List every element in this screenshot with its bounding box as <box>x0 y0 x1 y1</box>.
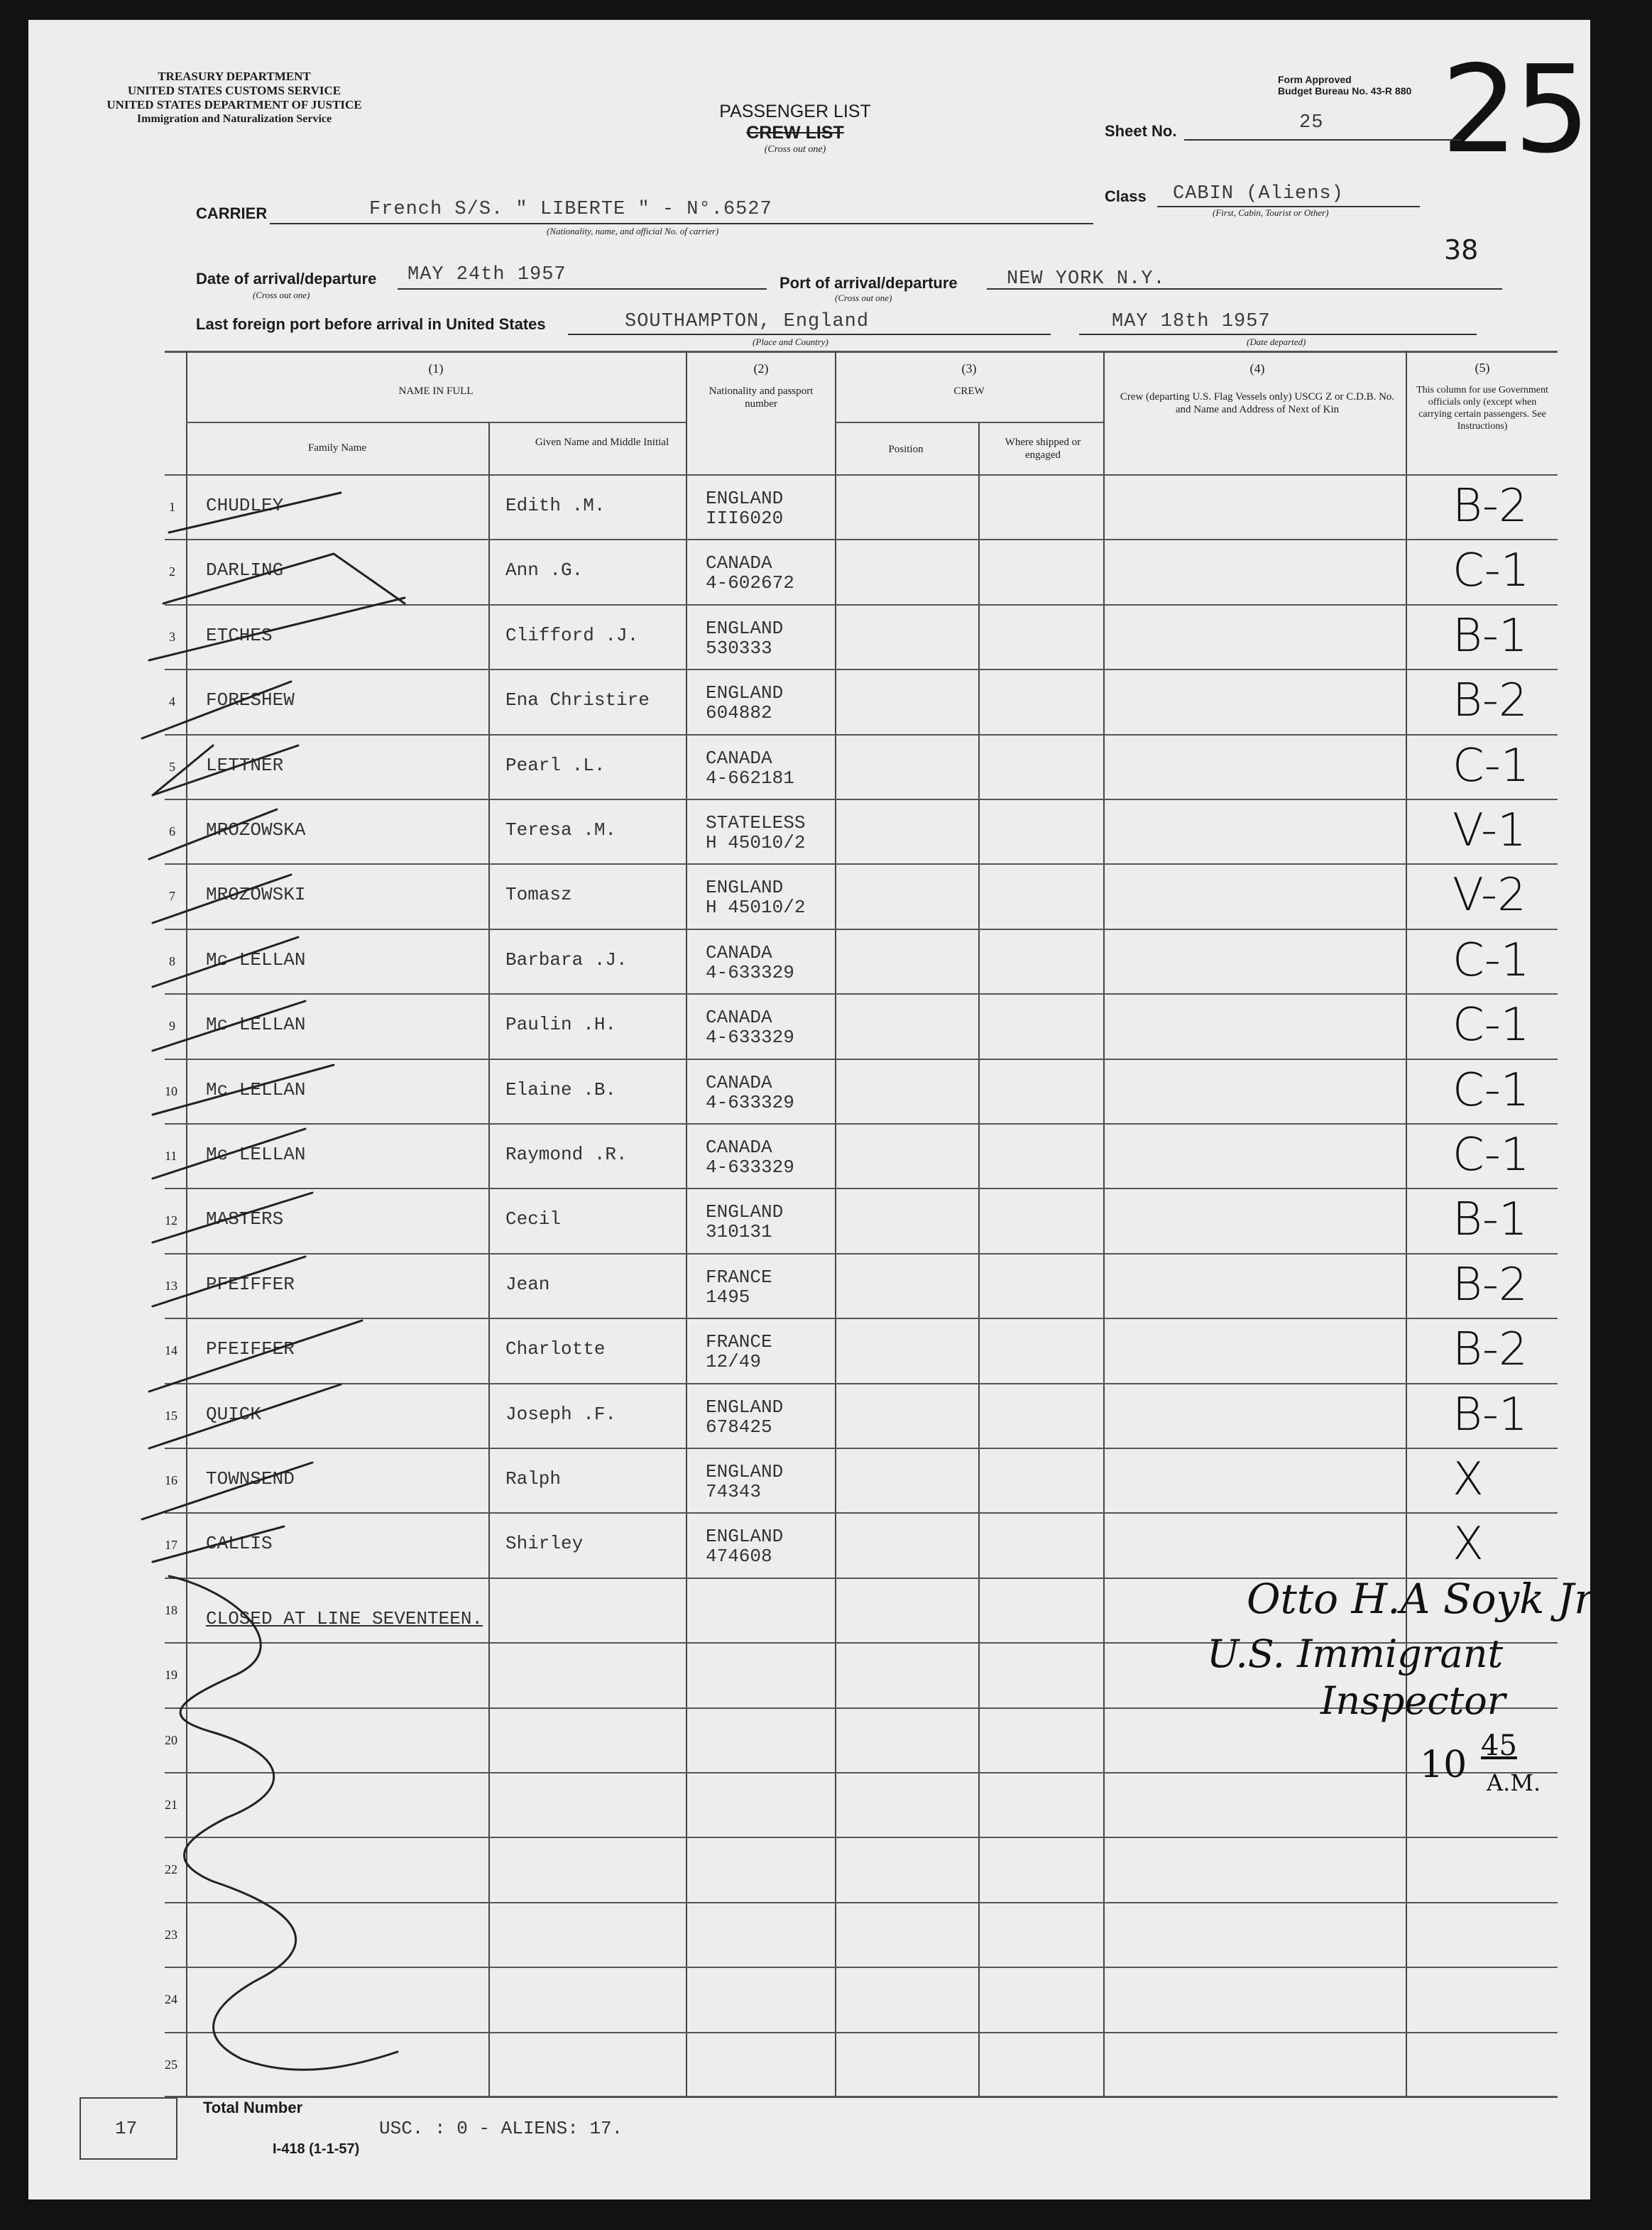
family-name: DARLING <box>206 559 284 581</box>
agency-sub: Immigration and Naturalization Service <box>136 113 332 125</box>
form-approved: Form Approved <box>1278 74 1352 85</box>
nationality: CANADA <box>706 1007 772 1028</box>
strike-row-3 <box>149 598 405 660</box>
strike-row-4 <box>142 682 291 738</box>
row-number: 5 <box>169 760 175 774</box>
row-number: 16 <box>165 1473 177 1487</box>
col1-title: NAME IN FULL <box>398 386 474 397</box>
title-passenger-list: PASSENGER LIST <box>719 102 871 121</box>
official-code: X <box>1453 1518 1484 1570</box>
row-number: 18 <box>165 1603 177 1617</box>
date-value: MAY 24th 1957 <box>407 264 567 285</box>
col2-title: Nationality and passport number <box>709 386 814 410</box>
passport-number: 4-602672 <box>706 572 794 594</box>
passport-number: 310131 <box>706 1221 772 1242</box>
family-name: PFEIFFER <box>206 1274 295 1295</box>
family-name: CHUDLEY <box>206 495 284 516</box>
official-code: V-1 <box>1453 804 1526 857</box>
col3-number: (3) <box>961 361 977 376</box>
form-number: I-418 (1-1-57) <box>273 2141 360 2157</box>
official-code: C-1 <box>1453 545 1530 597</box>
given-name: Ena Christire <box>505 689 650 711</box>
inspector-time-min: 45 <box>1481 1729 1517 1762</box>
row-number: 7 <box>169 889 175 903</box>
row-number: 22 <box>165 1862 177 1876</box>
nationality: ENGLAND <box>706 1201 784 1223</box>
passport-number: 678425 <box>706 1416 772 1438</box>
official-code: B-2 <box>1453 1259 1528 1311</box>
row-number: 25 <box>165 2057 177 2072</box>
port-note: (Cross out one) <box>835 293 892 303</box>
family-name: PFEIFFER <box>206 1338 295 1360</box>
carrier-note: (Nationality, name, and official No. of carrier) <box>547 226 719 236</box>
nationality: CANADA <box>706 552 772 574</box>
family-name: ETCHES <box>206 625 273 646</box>
col4-title: Crew (departing U.S. Flag Vessels only) USCG Z or C.D.B. No. and Name and Address of Next of Kin <box>1120 391 1395 415</box>
row-number: 11 <box>165 1149 177 1163</box>
passport-number: 604882 <box>706 702 772 723</box>
port-label: Port of arrival/departure <box>779 274 958 292</box>
given-name: Jean <box>505 1274 550 1295</box>
passport-number: H 45010/2 <box>706 897 806 918</box>
strike-row-14 <box>149 1321 362 1392</box>
nationality: ENGLAND <box>706 1397 784 1418</box>
title-note: (Cross out one) <box>764 144 826 155</box>
inspector-signature: Otto H.A Soyk Jr <box>1247 1575 1594 1623</box>
passport-number: 4-633329 <box>706 1157 794 1178</box>
nationality: CANADA <box>706 942 772 963</box>
row-number: 23 <box>165 1928 177 1942</box>
official-code: B-2 <box>1453 480 1528 532</box>
given-name: Elaine .B. <box>505 1079 617 1100</box>
col3-title: CREW <box>953 386 985 397</box>
official-code: C-1 <box>1453 1129 1530 1181</box>
row-number: 2 <box>169 564 175 579</box>
official-code: C-1 <box>1453 1064 1530 1117</box>
strike-row-7 <box>153 875 291 923</box>
strike-row-11 <box>153 1129 305 1179</box>
date-note: (Cross out one) <box>253 290 310 300</box>
total-label: Total Number <box>203 2099 303 2116</box>
official-code: B-2 <box>1453 674 1528 727</box>
official-code: B-1 <box>1453 1389 1528 1441</box>
total-text: USC. : 0 - ALIENS: 17. <box>379 2118 623 2139</box>
official-code: B-1 <box>1453 1193 1528 1246</box>
col2-number: (2) <box>753 361 769 376</box>
official-code: C-1 <box>1453 999 1530 1051</box>
last-port-value: SOUTHAMPTON, England <box>625 311 870 332</box>
given-name: Teresa .M. <box>505 819 617 841</box>
passport-number: 530333 <box>706 638 772 659</box>
family-name: MASTERS <box>206 1208 284 1230</box>
agency-line-3: UNITED STATES DEPARTMENT OF JUSTICE <box>106 98 362 111</box>
passport-number: 4-633329 <box>706 962 794 983</box>
official-code: B-1 <box>1453 610 1528 662</box>
given-name: Shirley <box>505 1533 584 1554</box>
row-number: 4 <box>169 694 175 709</box>
agency-line-2: UNITED STATES CUSTOMS SERVICE <box>127 84 341 97</box>
row-number: 21 <box>165 1798 177 1812</box>
total-box-value: 17 <box>115 2118 138 2139</box>
row-number: 9 <box>169 1019 175 1033</box>
closing-scribble <box>169 1576 398 2070</box>
port-value: NEW YORK N.Y. <box>1007 268 1166 290</box>
passport-number: 12/49 <box>706 1351 762 1372</box>
row-number: 10 <box>165 1084 177 1098</box>
position-header: Position <box>888 444 924 455</box>
inspector-title-1: U.S. Immigrant <box>1207 1631 1504 1676</box>
given-name: Barbara .J. <box>505 949 628 971</box>
date-departed-value: MAY 18th 1957 <box>1112 311 1271 332</box>
passport-number: 474608 <box>706 1546 772 1567</box>
carrier-label: CARRIER <box>196 204 268 222</box>
class-label: Class <box>1105 187 1147 205</box>
given-name: Tomasz <box>505 884 572 905</box>
passport-number: III6020 <box>706 508 784 529</box>
given-name: Pearl .L. <box>505 755 606 776</box>
given-name-header: Given Name and Middle Initial <box>535 437 669 448</box>
row-number: 13 <box>165 1279 177 1293</box>
strike-row-15 <box>149 1384 341 1448</box>
last-port-note: (Place and Country) <box>753 337 828 347</box>
inspector-time-hour: 10 <box>1420 1744 1467 1786</box>
given-name: Cecil <box>505 1208 562 1230</box>
agency-line-1: TREASURY DEPARTMENT <box>158 70 311 83</box>
strike-row-8 <box>153 937 298 987</box>
row-number: 15 <box>165 1409 177 1423</box>
row-number: 20 <box>165 1733 177 1747</box>
nationality: ENGLAND <box>706 1461 784 1482</box>
nationality: CANADA <box>706 1072 772 1093</box>
carrier-value: French S/S. " LIBERTE " - N°.6527 <box>369 199 772 220</box>
given-name: Joseph .F. <box>505 1404 617 1425</box>
family-name-header: Family Name <box>307 442 367 454</box>
official-code: B-2 <box>1453 1323 1528 1376</box>
given-name: Ann .G. <box>505 559 584 581</box>
strike-row-17 <box>153 1526 284 1562</box>
row-number: 24 <box>165 1992 177 2006</box>
passport-number: 74343 <box>706 1481 762 1502</box>
row-number: 1 <box>169 500 175 514</box>
family-name: Mc LELLAN <box>206 949 306 971</box>
strike-row-13 <box>153 1257 305 1306</box>
official-code: C-1 <box>1453 934 1530 987</box>
nationality: ENGLAND <box>706 682 784 704</box>
budget-number: Budget Bureau No. 43-R 880 <box>1278 85 1412 97</box>
row-number: 6 <box>169 824 175 838</box>
row-number: 12 <box>165 1213 177 1228</box>
passport-number: 4-662181 <box>706 767 794 789</box>
row-number: 19 <box>165 1668 177 1682</box>
sheet-value: 25 <box>1299 112 1324 133</box>
nationality: FRANCE <box>706 1331 772 1352</box>
col1-number: (1) <box>428 361 444 376</box>
nationality: ENGLAND <box>706 1526 784 1547</box>
passport-number: 1495 <box>706 1286 750 1308</box>
date-departed-note: (Date departed) <box>1247 337 1306 347</box>
strike-row-9 <box>153 1001 305 1051</box>
family-name: Mc LELLAN <box>206 1079 306 1100</box>
strike-row-1 <box>169 493 341 532</box>
nationality: FRANCE <box>706 1267 772 1288</box>
family-name: MROZOWSKI <box>206 884 306 905</box>
last-port-label: Last foreign port before arrival in United States <box>196 315 546 333</box>
family-name: MROZOWSKA <box>206 819 306 841</box>
sheet-label: Sheet No. <box>1105 122 1177 140</box>
nationality: ENGLAND <box>706 618 784 639</box>
row-number: 8 <box>169 954 175 968</box>
row-number: 17 <box>165 1538 177 1552</box>
official-code: V-2 <box>1453 869 1526 922</box>
shipped-header: Where shipped or engaged <box>1005 437 1081 461</box>
passport-number: 4-633329 <box>706 1092 794 1113</box>
closed-note: CLOSED AT LINE SEVENTEEN. <box>206 1608 483 1629</box>
given-name: Charlotte <box>505 1338 606 1360</box>
inspector-title-2: Inspector <box>1320 1678 1506 1723</box>
strike-row-16 <box>142 1463 312 1519</box>
given-name: Edith .M. <box>505 495 606 516</box>
given-name: Raymond .R. <box>505 1144 628 1165</box>
strike-row-5 <box>153 745 298 795</box>
given-name: Clifford .J. <box>505 625 639 646</box>
side-number: 38 <box>1444 234 1479 266</box>
nationality: STATELESS <box>706 812 806 833</box>
passport-number: H 45010/2 <box>706 832 806 853</box>
official-code: X <box>1453 1453 1484 1506</box>
nationality: ENGLAND <box>706 488 784 509</box>
given-name: Paulin .H. <box>505 1014 617 1035</box>
family-name: FORESHEW <box>206 689 295 711</box>
nationality: CANADA <box>706 748 772 769</box>
big-sheet-number: 25 <box>1441 40 1587 180</box>
family-name: CALLIS <box>206 1533 273 1554</box>
family-name: QUICK <box>206 1404 262 1425</box>
strike-row-12 <box>153 1193 312 1242</box>
family-name: LETTNER <box>206 755 284 776</box>
class-value: CABIN (Aliens) <box>1173 183 1344 204</box>
strike-row-2 <box>163 554 405 603</box>
col5-title: This column for use Government officials only (except when carrying certain passengers. See Instructions) <box>1416 385 1548 432</box>
nationality: ENGLAND <box>706 877 784 898</box>
col5-number: (5) <box>1475 361 1490 375</box>
passport-number: 4-633329 <box>706 1027 794 1048</box>
col4-number: (4) <box>1249 361 1265 376</box>
family-name: Mc LELLAN <box>206 1014 306 1035</box>
strike-row-6 <box>149 809 277 859</box>
given-name: Ralph <box>505 1468 562 1490</box>
family-name: TOWNSEND <box>206 1468 295 1490</box>
family-name: Mc LELLAN <box>206 1144 306 1165</box>
official-code: C-1 <box>1453 740 1530 792</box>
strike-row-10 <box>153 1065 334 1115</box>
row-number: 14 <box>165 1343 177 1357</box>
total-box <box>80 2097 177 2160</box>
title-crew-list: CREW LIST <box>746 123 844 143</box>
date-label: Date of arrival/departure <box>196 270 377 288</box>
row-number: 3 <box>169 630 175 644</box>
class-note: (First, Cabin, Tourist or Other) <box>1213 207 1329 218</box>
nationality: CANADA <box>706 1137 772 1158</box>
inspector-ampm: A.M. <box>1487 1769 1541 1796</box>
